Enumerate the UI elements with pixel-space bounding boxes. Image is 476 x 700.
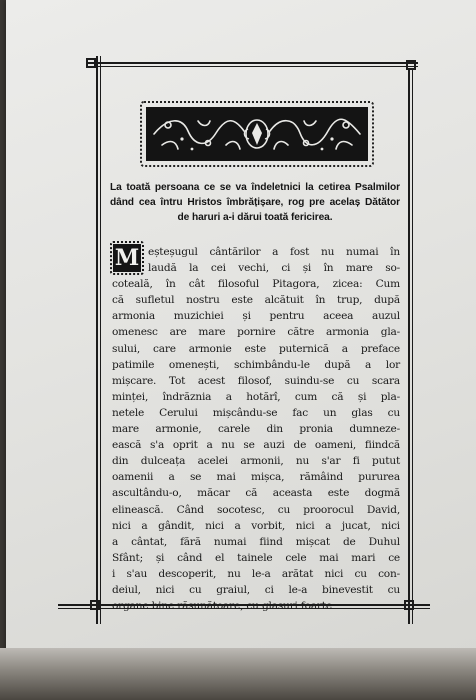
body-line: coteală, în cât filosoful Pitagora, zicea: Cum	[112, 278, 400, 291]
body-line: omenesc are mare pornire către armonia gla-	[112, 326, 400, 339]
body-line: a cântat, fără numai fiind mișcat de Duhul	[112, 535, 400, 548]
ornamental-headpiece	[146, 107, 368, 161]
dedication-paragraph	[110, 180, 400, 225]
body-line: oamenii a se mai mișca, rămâind pururea	[112, 471, 400, 484]
body-line: elinească. Când socotesc, cu proorocul David,	[112, 503, 400, 516]
body-line: eșteșugul cântărilor a fost nu numai în	[148, 246, 400, 258]
body-line: mare armonie, carele din pronia dumneze-	[112, 423, 400, 436]
body-line: laudă la cei vechi, ci și în mare so-	[148, 262, 400, 275]
frame-top-rule	[88, 62, 418, 67]
body-line: ascultându-o, măcar că aceasta este dogmă	[112, 487, 400, 500]
body-line: sului, care armonie este puternică a preface	[112, 342, 400, 355]
body-line: din dulceața acelei armonii, nu s'ar fi putut	[112, 455, 400, 468]
vine-ornament-icon	[148, 109, 366, 159]
dedication-line: La toată persoana ce se va îndeletnici la cetirea Psalmilor	[110, 182, 400, 193]
frame-corner-top-right	[406, 60, 416, 70]
frame-corner-bottom-left	[90, 600, 100, 610]
body-line: i s'au descoperit, nu le-a arătat nici cu con-	[112, 567, 400, 580]
body-line: că sufletul nostru este alcătuit în trup, după	[112, 294, 400, 307]
body-line: Sfânt; și când el tainele cele mai mari ce	[112, 551, 400, 564]
body-line: minței, îndrăznia a hotărî, cum că și pla-	[112, 390, 400, 403]
page-bottom-shadow	[0, 648, 476, 700]
dedication-line: dând cea întru Hristos îmbrățișare, rog pre acelaș Dătător	[110, 197, 400, 208]
body-line: netele Cerului mișcându-se fac un glas cu	[112, 406, 400, 419]
body-line: patimile omenești, schimbându-le după a lor	[112, 358, 400, 371]
body-line: ească s'a oprit a nu se auzi de oameni, fiindcă	[112, 439, 400, 452]
body-text	[112, 244, 400, 614]
body-line: nici a gândit, nici a vorbit, nici a jucat, nici	[112, 519, 400, 532]
frame-corner-bottom-right	[404, 600, 414, 610]
body-line: mișcare. Tot acest filosof, suindu-se cu scara	[112, 374, 400, 387]
frame-right-rule	[408, 68, 413, 624]
body-line: deiul, nici cu graiul, ci le-a binevestit cu	[112, 583, 400, 596]
drop-cap-letter: M	[114, 245, 140, 271]
dedication-line: de haruri a-i dărui toată fericirea.	[177, 212, 333, 223]
frame-left-rule	[96, 56, 101, 624]
body-line: organe bine răsunătoare, cu glasuri foarte	[112, 600, 332, 613]
dropcap-indented-lines	[112, 244, 400, 276]
frame-corner-top-left	[86, 58, 96, 68]
body-line: armonia muzichiei și pentru aceea auzul	[112, 310, 400, 323]
